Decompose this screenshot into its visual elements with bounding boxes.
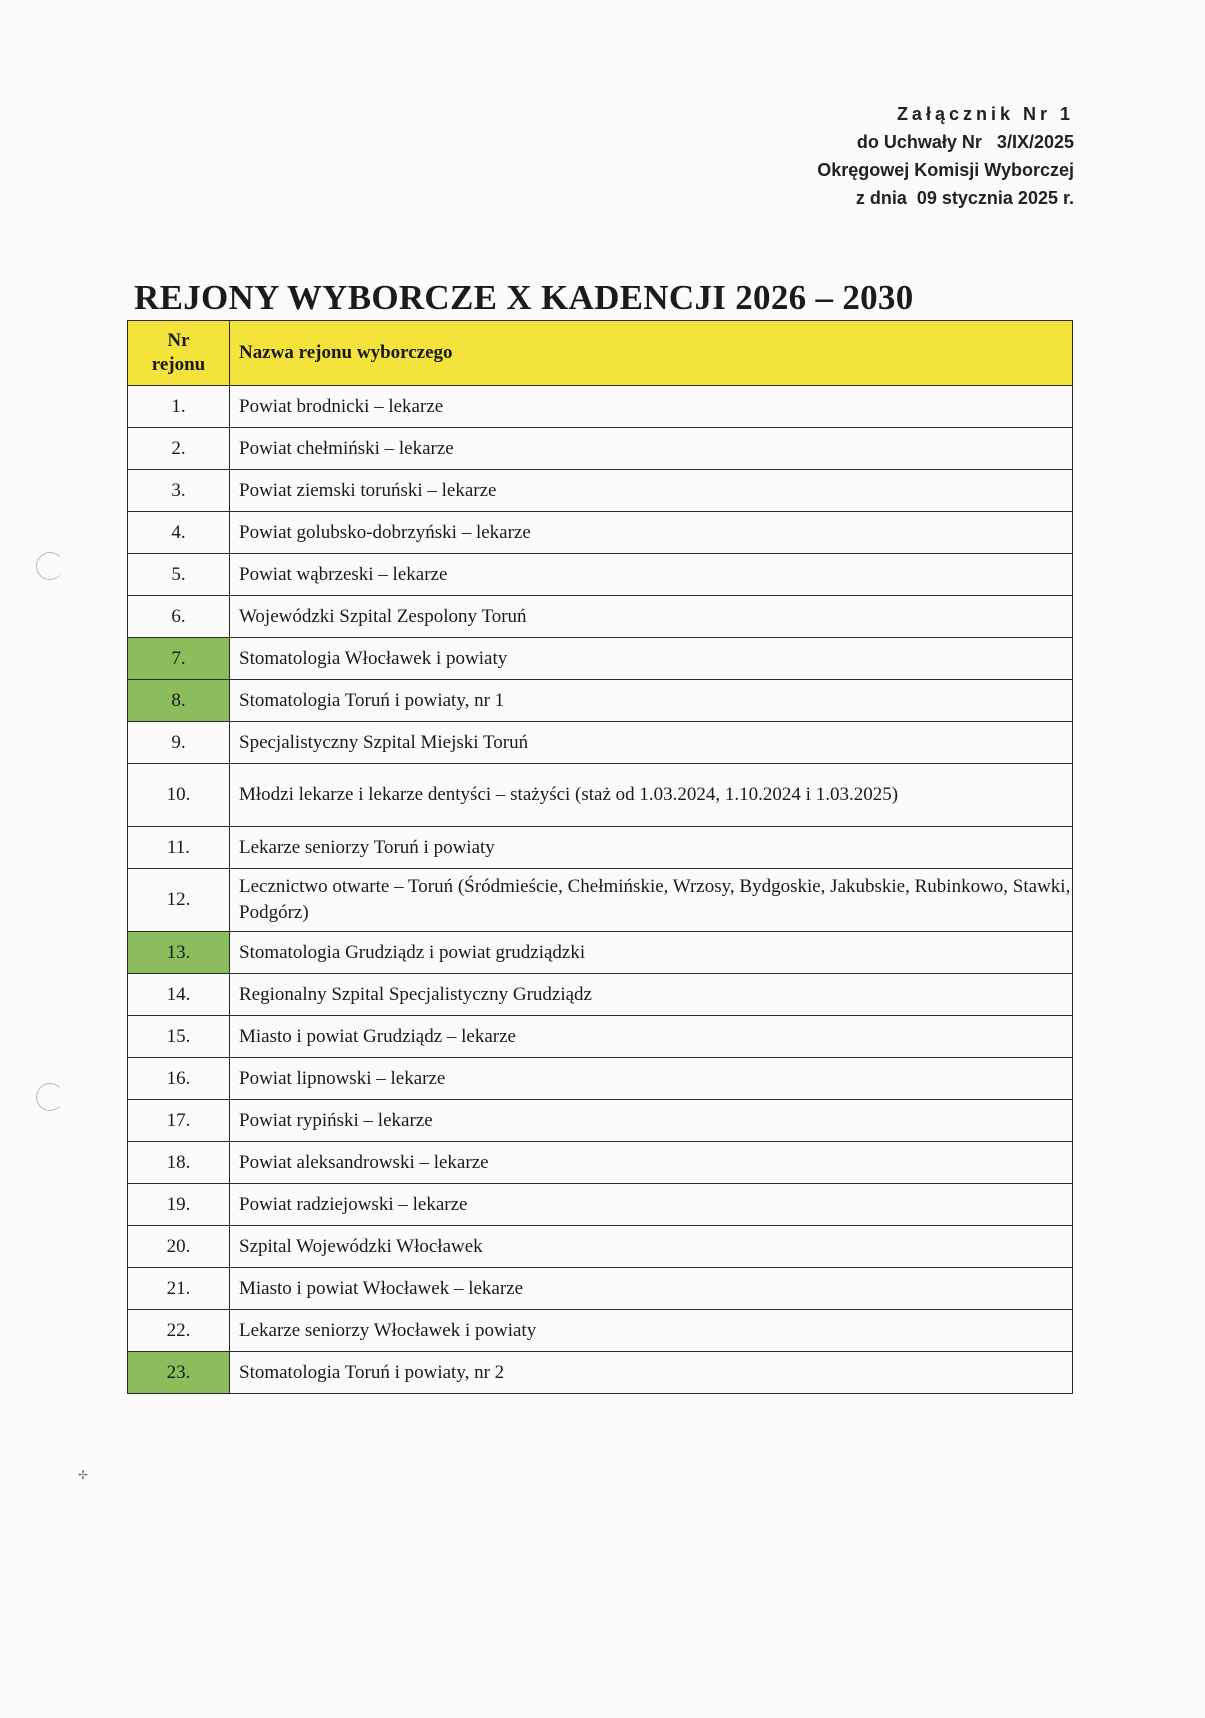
region-name: Młodzi lekarze i lekarze dentyści – stażyści (staż od 1.03.2024, 1.10.2024 i 1.03.2025) [230, 764, 1073, 827]
table-row [128, 512, 1073, 554]
region-number: 16. [128, 1058, 230, 1100]
table-row [128, 596, 1073, 638]
region-name: Powiat wąbrzeski – lekarze [230, 554, 1073, 596]
region-number: 15. [128, 1016, 230, 1058]
region-name: Stomatologia Włocławek i powiaty [230, 638, 1073, 680]
region-name: Powiat lipnowski – lekarze [230, 1058, 1073, 1100]
region-number: 23. [128, 1352, 230, 1394]
table-row [128, 1058, 1073, 1100]
attachment-number: Załącznik Nr 1 [896, 104, 1074, 124]
region-number: 22. [128, 1310, 230, 1352]
table-row [128, 1268, 1073, 1310]
table-row [128, 470, 1073, 512]
region-number: 12. [128, 869, 230, 932]
table-row [128, 1016, 1073, 1058]
table-row [128, 869, 1073, 932]
region-name: Powiat rypiński – lekarze [230, 1100, 1073, 1142]
region-number: 18. [128, 1142, 230, 1184]
page-title: REJONY WYBORCZE X KADENCJI 2026 – 2030 [134, 278, 914, 317]
punch-hole-mark [36, 552, 64, 580]
resolution-date: z dnia 09 stycznia 2025 r. [855, 188, 1074, 208]
region-name: Powiat brodnicki – lekarze [230, 386, 1073, 428]
attachment-header [817, 100, 1074, 212]
region-name: Regionalny Szpital Specjalistyczny Grudziądz [230, 974, 1073, 1016]
table-row [128, 386, 1073, 428]
region-number: 19. [128, 1184, 230, 1226]
table-row [128, 554, 1073, 596]
region-number: 17. [128, 1100, 230, 1142]
region-name: Powiat chełmiński – lekarze [230, 428, 1073, 470]
table-row [128, 1352, 1073, 1394]
electoral-regions-table [127, 320, 1073, 1394]
region-number: 8. [128, 680, 230, 722]
table-row [128, 722, 1073, 764]
scan-speck: ✢ [78, 1468, 89, 1482]
region-name: Stomatologia Grudziądz i powiat grudziądzki [230, 932, 1073, 974]
region-name: Stomatologia Toruń i powiaty, nr 1 [230, 680, 1073, 722]
table-row [128, 428, 1073, 470]
region-name: Lekarze seniorzy Toruń i powiaty [230, 827, 1073, 869]
table-row [128, 974, 1073, 1016]
column-header-number-label: Nr rejonu [151, 330, 206, 375]
region-name: Powiat golubsko-dobrzyński – lekarze [230, 512, 1073, 554]
table-row [128, 1100, 1073, 1142]
region-name: Stomatologia Toruń i powiaty, nr 2 [230, 1352, 1073, 1394]
committee-name: Okręgowej Komisji Wyborczej [817, 160, 1074, 180]
region-name: Lekarze seniorzy Włocławek i powiaty [230, 1310, 1073, 1352]
table-row [128, 827, 1073, 869]
table-row [128, 1184, 1073, 1226]
region-number: 13. [128, 932, 230, 974]
region-name: Powiat radziejowski – lekarze [230, 1184, 1073, 1226]
table-body [128, 386, 1073, 1394]
region-name: Miasto i powiat Włocławek – lekarze [230, 1268, 1073, 1310]
column-header-name: Nazwa rejonu wyborczego [230, 321, 1073, 386]
table-header-row [128, 321, 1073, 386]
region-number: 10. [128, 764, 230, 827]
region-number: 20. [128, 1226, 230, 1268]
region-number: 7. [128, 638, 230, 680]
region-number: 3. [128, 470, 230, 512]
region-number: 5. [128, 554, 230, 596]
table-row [128, 638, 1073, 680]
region-number: 1. [128, 386, 230, 428]
table-row [128, 1226, 1073, 1268]
table-row [128, 680, 1073, 722]
region-number: 4. [128, 512, 230, 554]
table-row [128, 1142, 1073, 1184]
resolution-reference: do Uchwały Nr 3/IX/2025 [856, 132, 1074, 152]
region-name: Miasto i powiat Grudziądz – lekarze [230, 1016, 1073, 1058]
region-number: 9. [128, 722, 230, 764]
region-number: 6. [128, 596, 230, 638]
region-number: 11. [128, 827, 230, 869]
region-number: 2. [128, 428, 230, 470]
column-header-number [128, 321, 230, 386]
table-row [128, 932, 1073, 974]
region-number: 14. [128, 974, 230, 1016]
region-name: Wojewódzki Szpital Zespolony Toruń [230, 596, 1073, 638]
region-name: Szpital Wojewódzki Włocławek [230, 1226, 1073, 1268]
region-name: Powiat aleksandrowski – lekarze [230, 1142, 1073, 1184]
region-name: Lecznictwo otwarte – Toruń (Śródmieście, Chełmińskie, Wrzosy, Bydgoskie, Jakubskie, Rubinkowo, Stawki, Podgórz) [230, 869, 1073, 932]
region-name: Powiat ziemski toruński – lekarze [230, 470, 1073, 512]
region-number: 21. [128, 1268, 230, 1310]
table-row [128, 1310, 1073, 1352]
punch-hole-mark [36, 1083, 64, 1111]
table-row [128, 764, 1073, 827]
region-name: Specjalistyczny Szpital Miejski Toruń [230, 722, 1073, 764]
